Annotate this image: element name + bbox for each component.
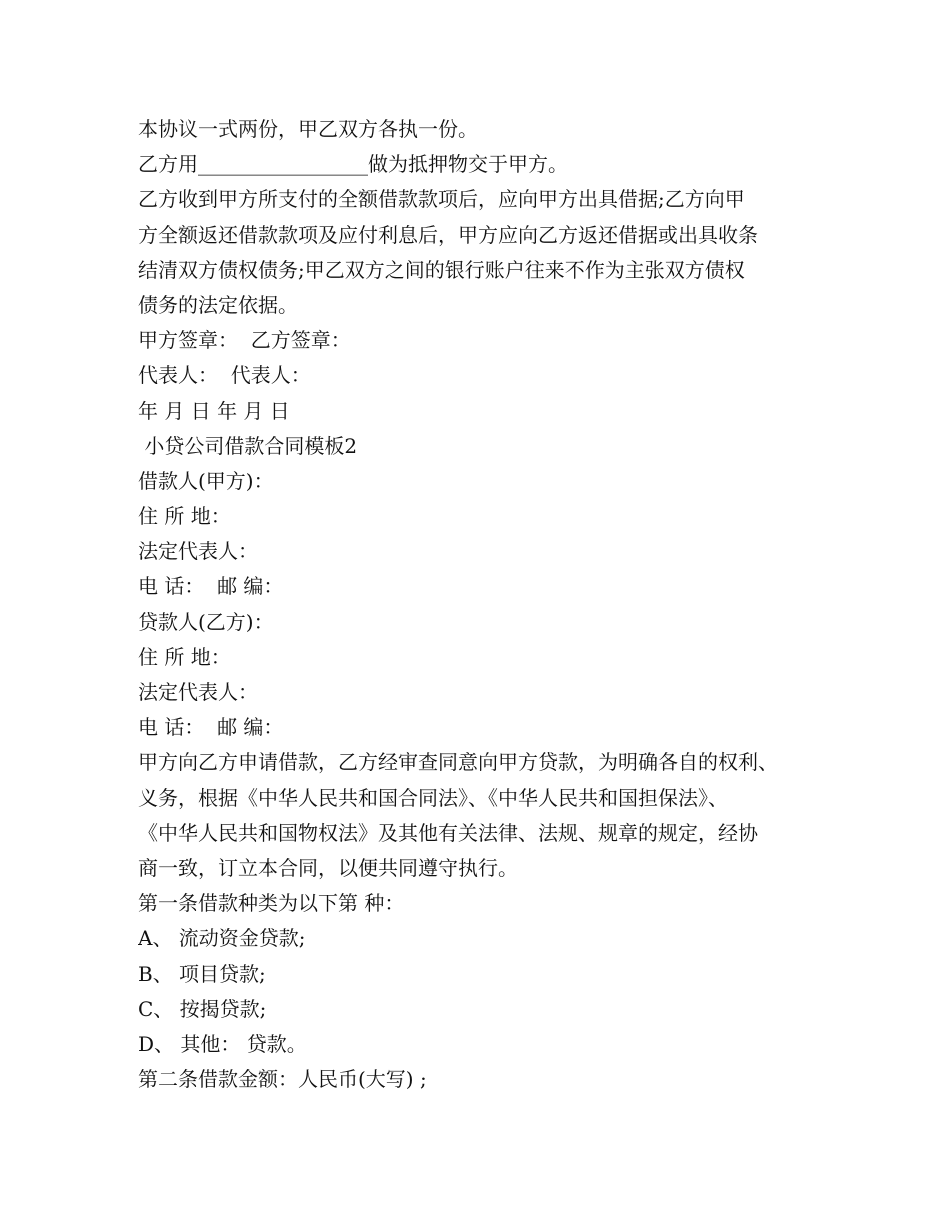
text-line: 乙方用_________________做为抵押物交于甲方。 (138, 152, 568, 177)
text-line: 结清双方债权债务;甲乙双方之间的银行账户往来不作为主张双方债权 (138, 257, 745, 282)
list-item: A、 流动资金贷款; (138, 926, 306, 951)
signature-line: 甲方签章： 乙方签章： (138, 328, 351, 353)
text-line: 《中华人民共和国物权法》及其他有关法律、法规、规章的规定，经协 (138, 820, 758, 845)
representative-line: 代表人： 代表人： (138, 363, 311, 388)
article-heading: 第二条借款金额：人民币(大写) ; (138, 1067, 427, 1092)
legal-rep-label: 法定代表人： (138, 539, 258, 564)
text-line: 甲方向乙方申请借款，乙方经审查同意向甲方贷款，为明确各自的权利、 (138, 750, 778, 775)
date-line: 年 月 日 年 月 日 (138, 398, 290, 423)
address-label: 住 所 地： (138, 644, 231, 669)
list-item: D、 其他： 贷款。 (138, 1031, 307, 1056)
phone-postcode-label: 电 话： 邮 编： (138, 715, 284, 740)
document-body (138, 112, 838, 1097)
list-item: C、 按揭贷款; (138, 996, 267, 1021)
phone-postcode-label: 电 话： 邮 编： (138, 574, 284, 599)
text-line: 商一致，订立本合同，以便共同遵守执行。 (138, 855, 518, 880)
text-line: 义务，根据《中华人民共和国合同法》、《中华人民共和国担保法》、 (138, 785, 728, 810)
section-title: 小贷公司借款合同模板2 (138, 433, 358, 458)
text-line: 本协议一式两份，甲乙双方各执一份。 (138, 117, 478, 141)
list-item: B、 项目贷款; (138, 961, 266, 986)
text-line: 方全额返还借款款项及应付利息后，甲方应向乙方返还借据或出具收条 (138, 222, 758, 247)
text-line: 乙方收到甲方所支付的全额借款款项后，应向甲方出具借据;乙方向甲 (138, 187, 745, 212)
legal-rep-label: 法定代表人： (138, 680, 258, 704)
text-line: 债务的法定依据。 (138, 292, 298, 317)
lender-label: 贷款人(乙方)： (138, 609, 274, 634)
address-label: 住 所 地： (138, 504, 231, 529)
article-heading: 第一条借款种类为以下第 种： (138, 891, 405, 916)
borrower-label: 借款人(甲方)： (138, 468, 274, 493)
